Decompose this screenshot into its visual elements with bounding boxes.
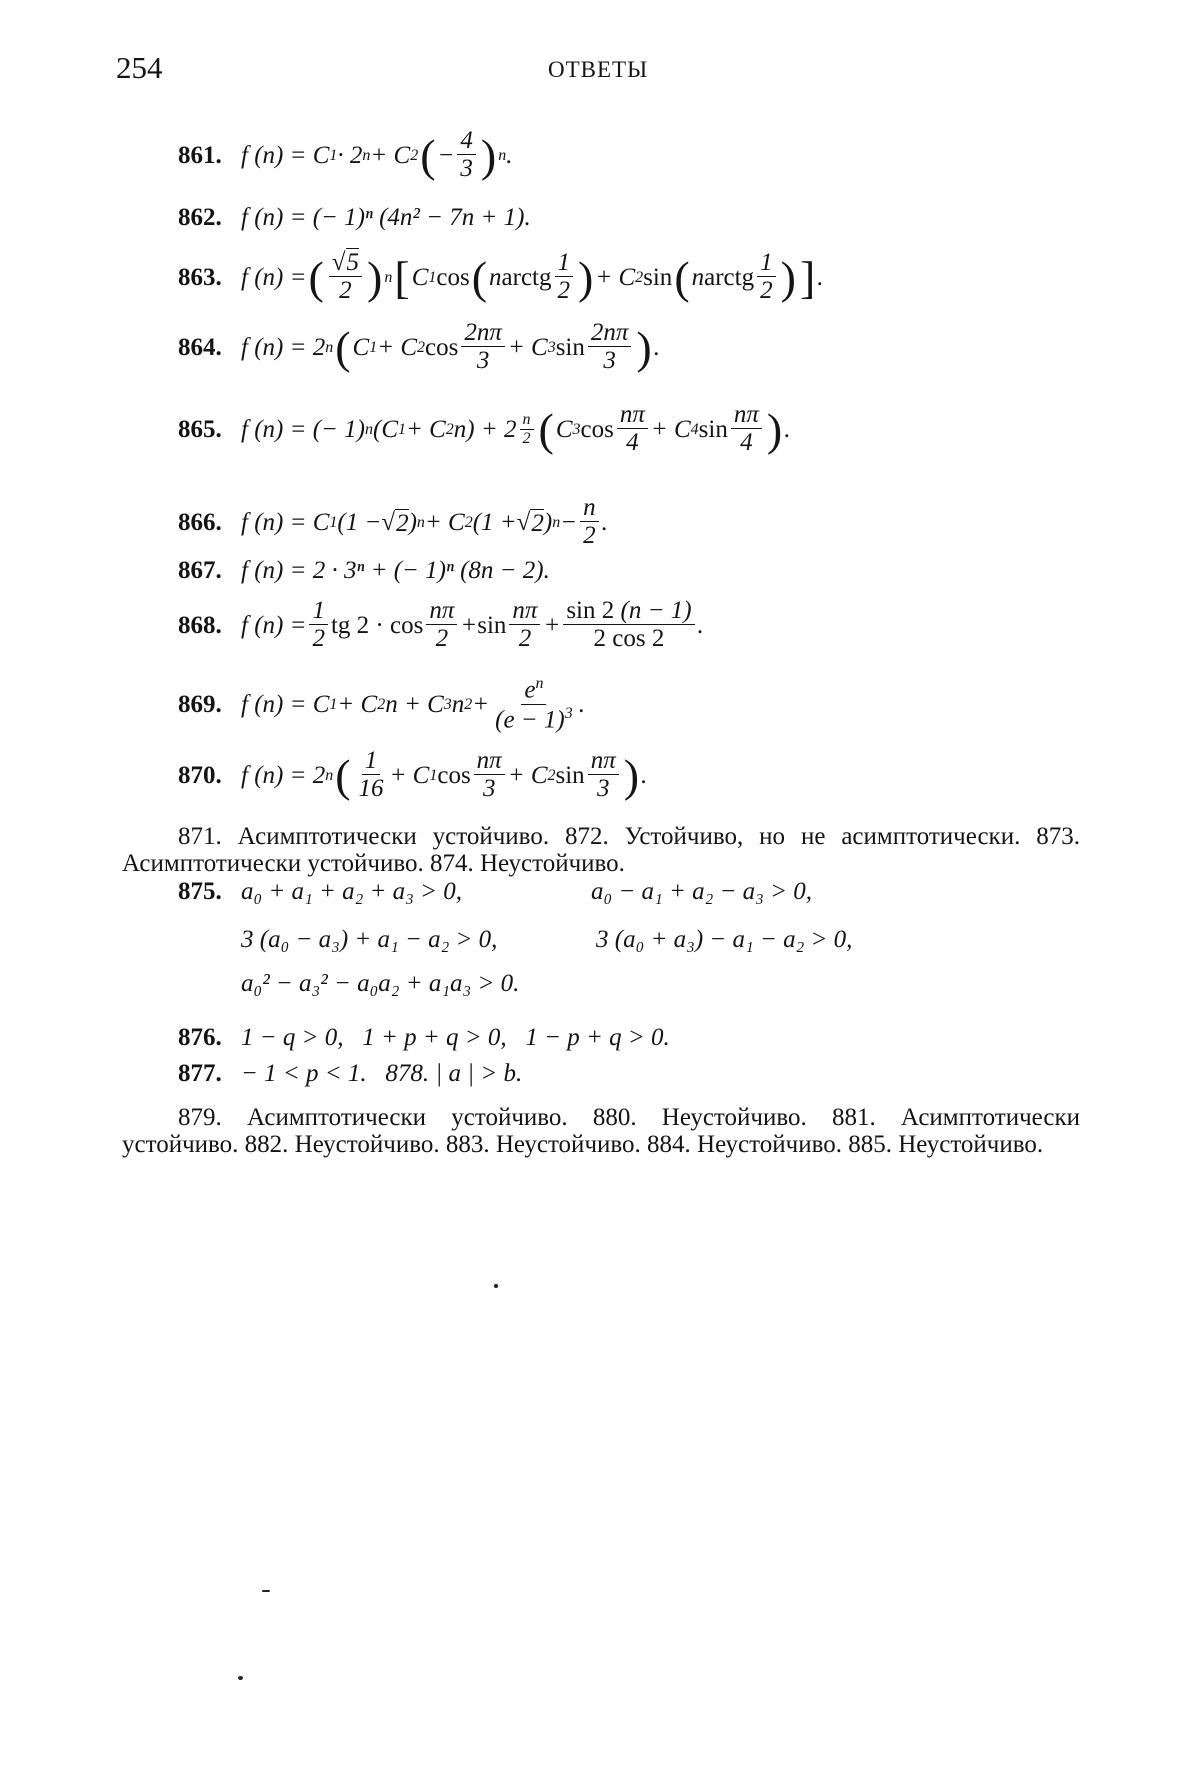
answer-862 xyxy=(178,204,531,232)
answer-875 xyxy=(178,878,812,906)
condition: a₀ + a₁ + a₂ + a₃ > 0, xyxy=(241,878,462,905)
formula: f (n) = C 1 + C 2 n + C 3 n 2 + $\frac{e^n}{(e - 1)^3}$ . xyxy=(241,675,585,733)
answer-869 xyxy=(178,676,585,735)
answers-879-885: 879. Асимптотически устойчиво. 880. Неустойчиво. 881. Асимптотически устойчиво. 882. Неустойчиво. 883. Неустойчиво. 884. Неустойчиво. 885. Неустойчиво. xyxy=(122,1104,1080,1158)
formula: 1 − q > 0, 1 + p + q > 0, 1 − p + q > 0. xyxy=(241,1024,670,1051)
formula xyxy=(241,926,852,954)
page-number: 254 xyxy=(116,50,163,85)
formula xyxy=(241,878,812,906)
answer-875-line3 xyxy=(241,970,519,998)
formula: − 1 < p < 1. 878. | a | > b. xyxy=(241,1060,523,1087)
answer-875-line2 xyxy=(241,926,852,954)
answer-number: 865. xyxy=(178,416,222,443)
answer-number: 864. xyxy=(178,334,222,361)
scan-speck xyxy=(494,1284,498,1288)
answer-number: 876. xyxy=(178,1024,222,1051)
condition: a₀ − a₁ + a₂ − a₃ > 0, xyxy=(591,878,812,905)
scan-speck xyxy=(238,1676,243,1680)
answer-876 xyxy=(178,1024,670,1052)
formula: a₀² − a₃² − a₀a₂ + a₁a₃ > 0. xyxy=(241,970,520,997)
condition: 3 (a₀ − a₃) + a₁ − a₂ > 0, xyxy=(241,926,498,953)
formula: f (n) = 2 n ( $\frac{1}{16}$ + C 1 cos $\frac{n\pi}{3}$ + C 2 sin $\frac{n\pi}{3}$ ) . xyxy=(241,747,648,803)
answers-871-874: 871. Асимптотически устойчиво. 872. Устойчиво, но не асимптотически. 873. Асимптотически устойчиво. 874. Неустойчиво. xyxy=(122,823,1080,877)
formula: f (n) = C 1 · 2 n + C 2 ( − $\frac{4}{3}$ ) n . xyxy=(241,127,513,183)
formula: f (n) = (− 1)ⁿ (4n² − 7n + 1). xyxy=(241,204,531,231)
scan-speck xyxy=(262,1590,270,1592)
running-head: ОТВЕТЫ xyxy=(548,57,649,82)
answer-863 xyxy=(178,250,824,306)
condition: 3 (a₀ + a₃) − a₁ − a₂ > 0, xyxy=(596,926,853,953)
answer-865 xyxy=(178,402,790,458)
answer-864 xyxy=(178,320,660,376)
answer-868 xyxy=(178,598,704,654)
answer-number: 877. xyxy=(178,1060,222,1087)
answer-number: 863. xyxy=(178,264,222,291)
answer-877-878 xyxy=(178,1060,522,1088)
answer-867 xyxy=(178,557,550,585)
answer-870 xyxy=(178,748,647,804)
answer-number: 867. xyxy=(178,557,222,584)
answer-number: 866. xyxy=(178,509,222,536)
answer-number: 868. xyxy=(178,612,222,639)
answer-number: 875. xyxy=(178,878,222,905)
answer-number: 862. xyxy=(178,204,222,231)
answer-number: 861. xyxy=(178,142,222,169)
formula: f (n) = 2 · 3ⁿ + (− 1)ⁿ (8n − 2). xyxy=(241,557,550,584)
formula: f (n) = (− 1) n (C 1 + C 2 n) + 2 $\frac{n}{2}$ ( C 3 cos $\frac{n\pi}{4}$ + C 4 sin $\frac{n\pi}{4}$ ) . xyxy=(241,401,791,457)
answer-number: 870. xyxy=(178,762,222,789)
formula: f (n) = $\frac{1}{2}$ tg 2 · cos $\frac{n\pi}{2}$ + sin $\frac{n\pi}{2}$ + $\frac{\sin 2 (n - 1)}{2 \cos 2}$ . xyxy=(241,597,704,653)
answer-861 xyxy=(178,128,512,184)
answer-866 xyxy=(178,495,608,551)
formula: f (n) = C 1 (1 − √ 2 ) n + C 2 (1 + √ 2 ) n − $\frac{n}{2}$ . xyxy=(241,494,608,550)
formula: f (n) = ( $\frac{√5}{2}$ ) n [ C 1 cos ( n arctg $\frac{1}{2}$ ) + C 2 sin ( n arctg $\frac{1}{2}$ ) ] . xyxy=(241,249,824,305)
answer-number: 869. xyxy=(178,691,222,719)
formula: f (n) = 2 n ( C 1 + C 2 cos $\frac{2n\pi}{3}$ + C 3 sin $\frac{2n\pi}{3}$ ) . xyxy=(241,319,660,375)
